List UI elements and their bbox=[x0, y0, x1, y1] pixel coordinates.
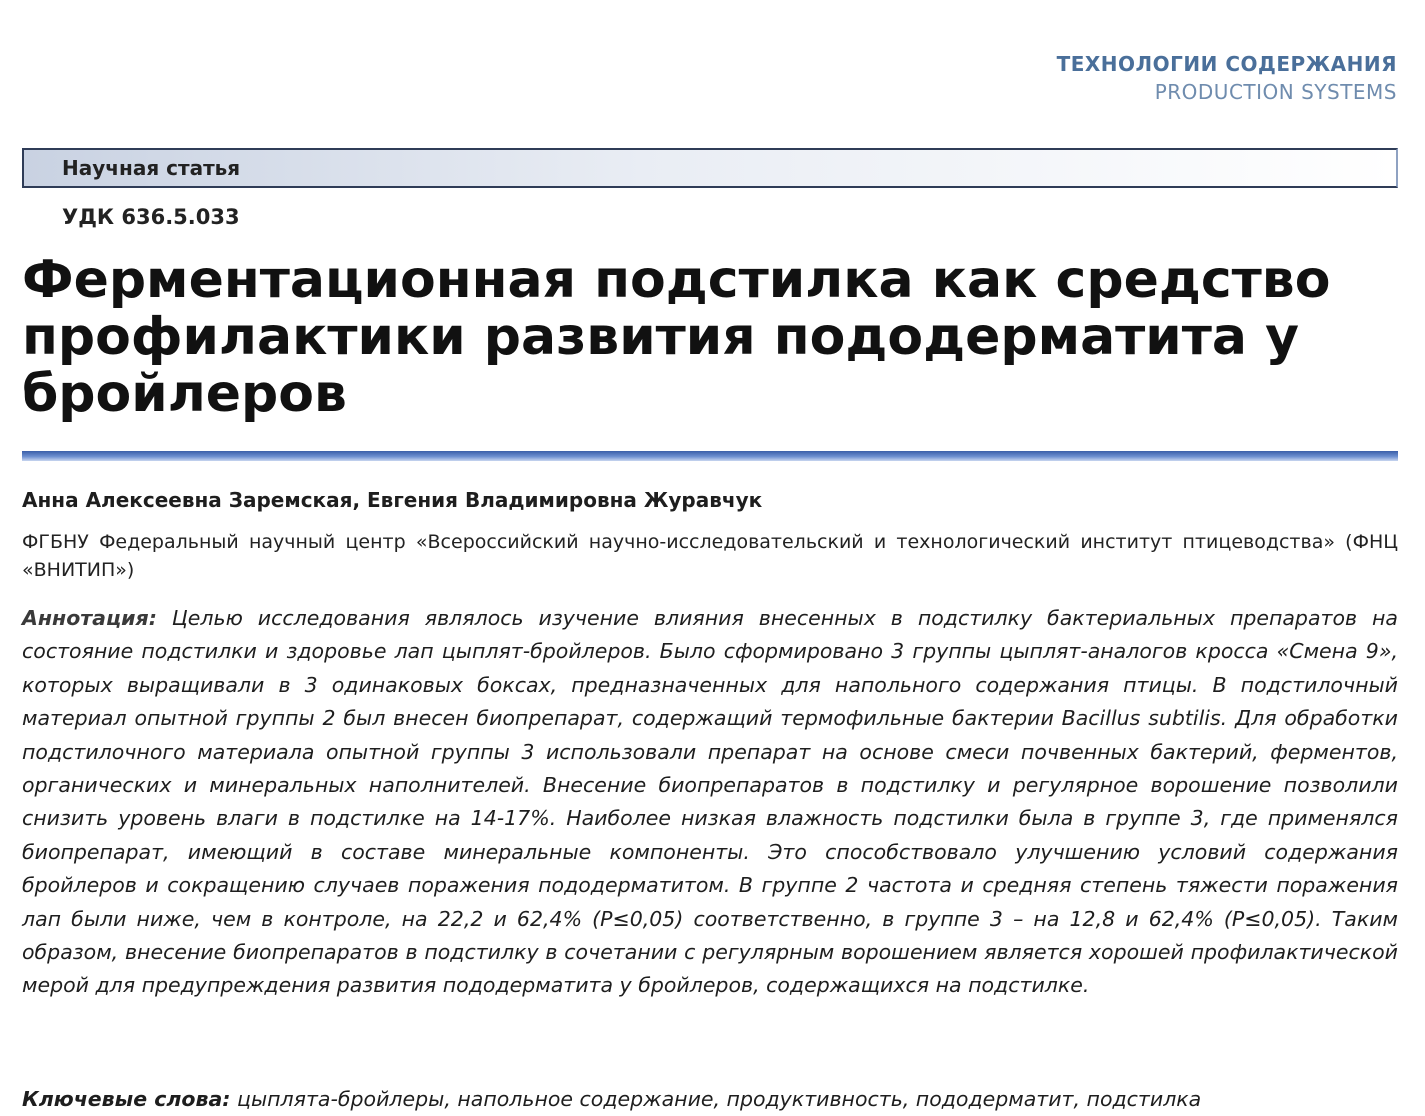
journal-section-ru: ТЕХНОЛОГИИ СОДЕРЖАНИЯ bbox=[1056, 52, 1397, 76]
keywords-text: цыплята-бройлеры, напольное содержание, продуктивность, пододерматит, подстилка bbox=[237, 1087, 1202, 1111]
title-underline-rule bbox=[22, 451, 1398, 461]
keywords-label: Ключевые слова: bbox=[22, 1087, 231, 1111]
abstract bbox=[22, 602, 1398, 1003]
journal-section-header bbox=[1057, 50, 1397, 106]
udc-code: УДК 636.5.033 bbox=[62, 205, 240, 229]
article-type-bar bbox=[22, 148, 1398, 188]
abstract-label: Аннотация: bbox=[22, 606, 157, 630]
journal-section-en: PRODUCTION SYSTEMS bbox=[1154, 80, 1397, 104]
article-title: Ферментационная подстилка как средство профилактики развития пододерматита у бройлеров bbox=[22, 250, 1331, 424]
article-type-label: Научная статья bbox=[62, 156, 241, 180]
abstract-text: Целью исследования являлось изучение влияния внесенных в подстилку бактериальных препаратов на состояние подстилки и здоровье лап цыплят-бройлеров. Было сформировано 3 группы цыплят-аналогов кросса «Смена 9», которых выращивали в 3 одинаковых боксах, предназначенных для напольного содержания птицы. В подстилочный материал опытной группы 2 был внесен биопрепарат, содержащий термофильные бактерии Bacillus subtilis. Для обработки подстилочного материала опытной группы 3 использовали препарат на основе смеси почвенных бактерий, ферментов, органических и минеральных наполнителей. Внесение биопрепаратов в подстилку и регулярное ворошение позволили снизить уровень влаги в подстилке на 14-17%. Наиболее низкая влажность подстилки была в группе 3, где применялся биопрепарат, имеющий в составе минеральные компоненты. Это способствовало улучшению условий содержания бройлеров и сокращению случаев поражения пододерматитом. В группе 2 частота и средняя степень тяжести поражения лап были ниже, чем в контроле, на 22,2 и 62,4% (P≤0,05) соответственно, в группе 3 – на 12,8 и 62,4% (P≤0,05). Таким образом, внесение биопрепаратов в подстилку в сочетании с регулярным ворошением является хорошей профилактической мерой для предупреждения развития пододерматита у бройлеров, содержащихся на подстилке. bbox=[22, 606, 1398, 998]
affiliation: ФГБНУ Федеральный научный центр «Всероссийский научно-исследовательский и технологический институт птицеводства» (ФНЦ «ВНИТИП») bbox=[22, 531, 1398, 581]
keywords bbox=[22, 1083, 1398, 1116]
authors: Анна Алексеевна Заремская, Евгения Владимировна Журавчук bbox=[22, 488, 763, 512]
